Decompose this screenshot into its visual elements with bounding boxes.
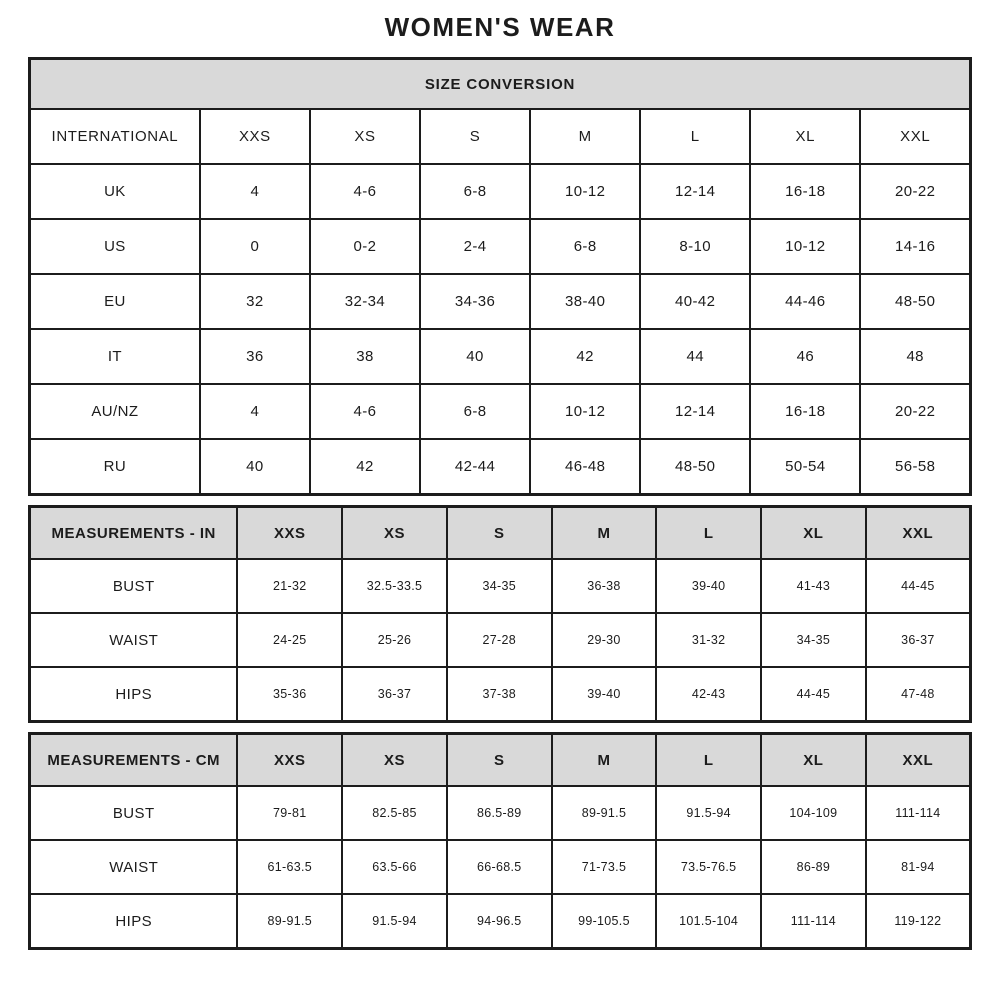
measurement-label: BUST [30, 559, 238, 613]
size-conversion-row [30, 164, 971, 219]
size-value-cell: 16-18 [750, 164, 860, 219]
size-column-header: L [656, 734, 761, 787]
size-value-cell: 4-6 [310, 384, 420, 439]
size-value-cell: 40-42 [640, 274, 750, 329]
measurement-value-cell: 37-38 [447, 667, 552, 722]
size-value-cell: 8-10 [640, 219, 750, 274]
size-conversion-row [30, 439, 971, 495]
measurement-label: HIPS [30, 894, 238, 949]
measurement-value-cell: 111-114 [761, 894, 866, 949]
measurement-value-cell: 31-32 [656, 613, 761, 667]
measurement-label: WAIST [30, 613, 238, 667]
measurement-value-cell: 25-26 [342, 613, 447, 667]
measurement-row [30, 559, 971, 613]
size-value-cell: 42 [310, 439, 420, 495]
size-value-cell: 50-54 [750, 439, 860, 495]
measurement-value-cell: 82.5-85 [342, 786, 447, 840]
column-header-size: XS [310, 109, 420, 164]
size-conversion-row [30, 219, 971, 274]
size-value-cell: 42-44 [420, 439, 530, 495]
size-value-cell: 4-6 [310, 164, 420, 219]
measurement-value-cell: 42-43 [656, 667, 761, 722]
size-value-cell: 36 [200, 329, 310, 384]
column-header-size: M [530, 109, 640, 164]
measurement-value-cell: 44-45 [761, 667, 866, 722]
region-label: AU/NZ [30, 384, 200, 439]
size-value-cell: 10-12 [530, 384, 640, 439]
size-value-cell: 20-22 [860, 164, 970, 219]
size-value-cell: 46 [750, 329, 860, 384]
measurement-value-cell: 34-35 [447, 559, 552, 613]
size-value-cell: 6-8 [530, 219, 640, 274]
size-conversion-row [30, 384, 971, 439]
size-value-cell: 48 [860, 329, 970, 384]
measurement-value-cell: 119-122 [866, 894, 971, 949]
measurement-value-cell: 94-96.5 [447, 894, 552, 949]
page-title: WOMEN'S WEAR [384, 12, 616, 42]
measurement-value-cell: 91.5-94 [656, 786, 761, 840]
size-column-header: XL [761, 507, 866, 560]
measurement-label: BUST [30, 786, 238, 840]
measurement-value-cell: 35-36 [237, 667, 342, 722]
size-column-header: XXL [866, 734, 971, 787]
size-value-cell: 48-50 [640, 439, 750, 495]
size-column-header: M [552, 507, 657, 560]
size-column-header: M [552, 734, 657, 787]
size-column-header: XS [342, 507, 447, 560]
size-value-cell: 20-22 [860, 384, 970, 439]
size-value-cell: 42 [530, 329, 640, 384]
table-gap [28, 723, 972, 732]
size-conversion-row [30, 329, 971, 384]
size-value-cell: 44-46 [750, 274, 860, 329]
size-column-header: XXS [237, 734, 342, 787]
measurement-value-cell: 63.5-66 [342, 840, 447, 894]
size-value-cell: 38 [310, 329, 420, 384]
measurement-value-cell: 86-89 [761, 840, 866, 894]
measurement-value-cell: 41-43 [761, 559, 866, 613]
measurement-value-cell: 61-63.5 [237, 840, 342, 894]
size-value-cell: 12-14 [640, 164, 750, 219]
measurement-row [30, 840, 971, 894]
size-value-cell: 10-12 [530, 164, 640, 219]
size-column-header: XS [342, 734, 447, 787]
size-value-cell: 32-34 [310, 274, 420, 329]
measurement-row [30, 667, 971, 722]
measurement-value-cell: 34-35 [761, 613, 866, 667]
measurement-value-cell: 36-37 [342, 667, 447, 722]
size-value-cell: 6-8 [420, 384, 530, 439]
size-value-cell: 0-2 [310, 219, 420, 274]
size-conversion-table [28, 57, 972, 496]
measurement-value-cell: 29-30 [552, 613, 657, 667]
measurement-value-cell: 91.5-94 [342, 894, 447, 949]
column-header-international: INTERNATIONAL [30, 109, 200, 164]
measurement-value-cell: 21-32 [237, 559, 342, 613]
measurement-value-cell: 36-37 [866, 613, 971, 667]
measurement-value-cell: 39-40 [552, 667, 657, 722]
size-value-cell: 46-48 [530, 439, 640, 495]
size-value-cell: 40 [200, 439, 310, 495]
measurement-label: WAIST [30, 840, 238, 894]
size-value-cell: 2-4 [420, 219, 530, 274]
measurement-value-cell: 101.5-104 [656, 894, 761, 949]
measurement-value-cell: 111-114 [866, 786, 971, 840]
column-header-size: XXS [200, 109, 310, 164]
size-value-cell: 40 [420, 329, 530, 384]
measurements-header: MEASUREMENTS - CM [30, 734, 238, 787]
size-conversion-row [30, 274, 971, 329]
measurement-value-cell: 73.5-76.5 [656, 840, 761, 894]
size-value-cell: 38-40 [530, 274, 640, 329]
column-header-size: L [640, 109, 750, 164]
size-value-cell: 4 [200, 384, 310, 439]
measurement-value-cell: 71-73.5 [552, 840, 657, 894]
column-header-size: S [420, 109, 530, 164]
table-gap [28, 496, 972, 505]
measurement-value-cell: 39-40 [656, 559, 761, 613]
size-conversion-header: SIZE CONVERSION [30, 59, 971, 110]
measurement-value-cell: 86.5-89 [447, 786, 552, 840]
measurement-row [30, 894, 971, 949]
measurement-value-cell: 89-91.5 [237, 894, 342, 949]
measurement-value-cell: 24-25 [237, 613, 342, 667]
size-value-cell: 0 [200, 219, 310, 274]
size-value-cell: 34-36 [420, 274, 530, 329]
size-column-header: XXS [237, 507, 342, 560]
measurement-label: HIPS [30, 667, 238, 722]
region-label: UK [30, 164, 200, 219]
column-header-size: XL [750, 109, 860, 164]
size-value-cell: 48-50 [860, 274, 970, 329]
size-column-header: XXL [866, 507, 971, 560]
region-label: IT [30, 329, 200, 384]
size-value-cell: 14-16 [860, 219, 970, 274]
size-value-cell: 16-18 [750, 384, 860, 439]
size-value-cell: 4 [200, 164, 310, 219]
region-label: EU [30, 274, 200, 329]
size-value-cell: 6-8 [420, 164, 530, 219]
size-value-cell: 12-14 [640, 384, 750, 439]
measurement-value-cell: 44-45 [866, 559, 971, 613]
measurement-value-cell: 99-105.5 [552, 894, 657, 949]
measurement-value-cell: 104-109 [761, 786, 866, 840]
measurements-in-table [28, 505, 972, 723]
size-value-cell: 44 [640, 329, 750, 384]
measurements-header: MEASUREMENTS - IN [30, 507, 238, 560]
size-value-cell: 56-58 [860, 439, 970, 495]
measurement-value-cell: 89-91.5 [552, 786, 657, 840]
size-value-cell: 10-12 [750, 219, 860, 274]
size-column-header: XL [761, 734, 866, 787]
measurement-row [30, 786, 971, 840]
size-column-header: L [656, 507, 761, 560]
measurement-value-cell: 79-81 [237, 786, 342, 840]
measurement-value-cell: 47-48 [866, 667, 971, 722]
size-value-cell: 32 [200, 274, 310, 329]
size-column-header: S [447, 507, 552, 560]
measurement-value-cell: 66-68.5 [447, 840, 552, 894]
measurements-cm-table [28, 732, 972, 950]
measurement-value-cell: 27-28 [447, 613, 552, 667]
measurement-value-cell: 32.5-33.5 [342, 559, 447, 613]
measurement-row [30, 613, 971, 667]
measurement-value-cell: 36-38 [552, 559, 657, 613]
column-header-size: XXL [860, 109, 970, 164]
size-column-header: S [447, 734, 552, 787]
measurement-value-cell: 81-94 [866, 840, 971, 894]
region-label: US [30, 219, 200, 274]
region-label: RU [30, 439, 200, 495]
